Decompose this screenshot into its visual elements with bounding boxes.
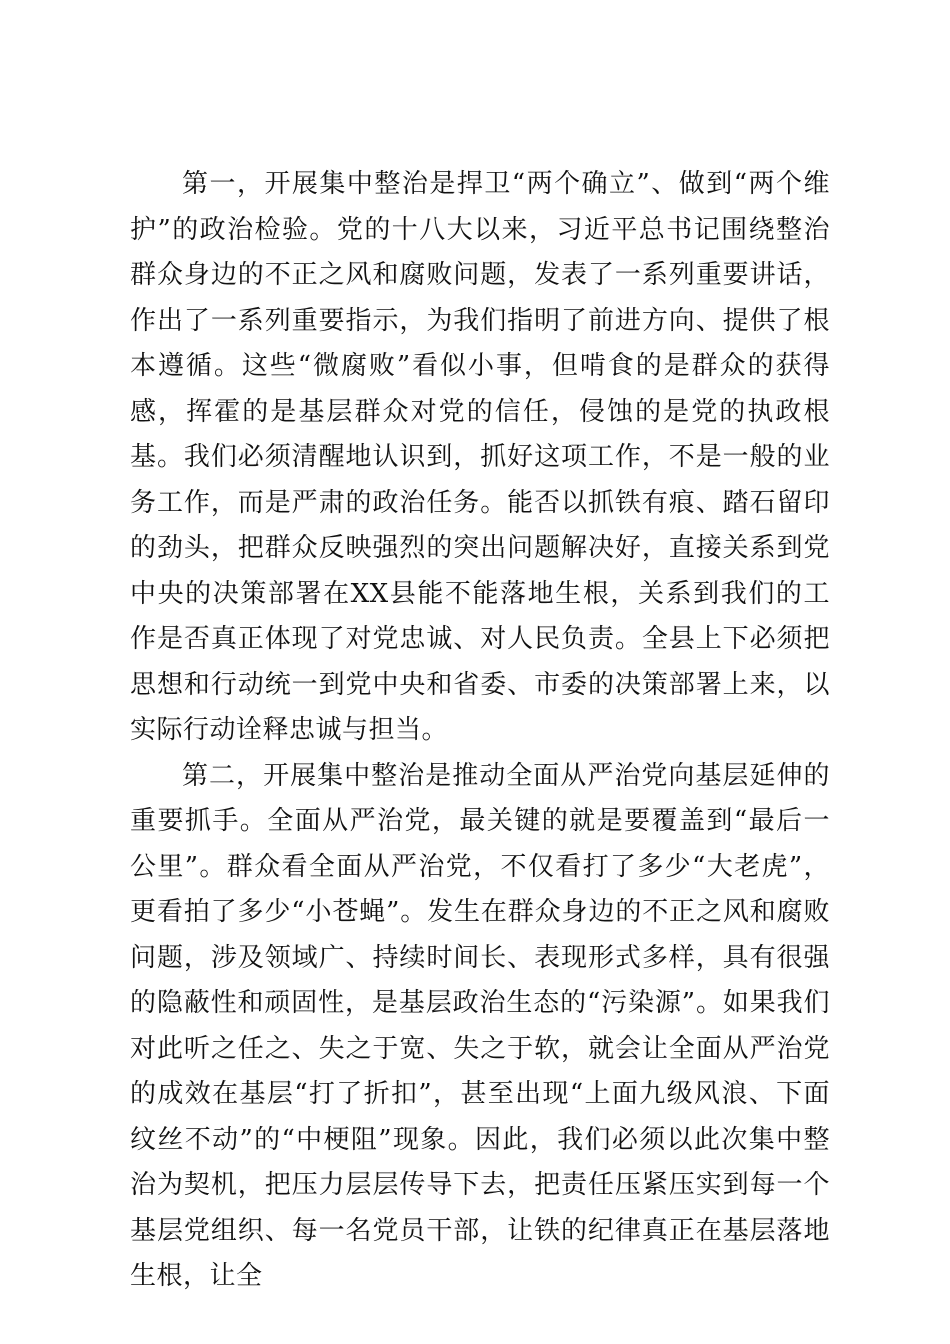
paragraph-first: 第一，开展集中整治是捍卫“两个确立”、做到“两个维护”的政治检验。党的十八大以来，习近平总书记围绕整治群众身边的不正之风和腐败问题，发表了一系列重要讲话，作出了一系列重要指示，为我们指明了前进方向、提供了根本遵循。这些“微腐败”看似小事，但啃食的是群众的获得感，挥霍的是基层群众对党的信任，侵蚀的是党的执政根基。我们必须清醒地认识到，抓好这项工作，不是一般的业务工作，而是严肃的政治任务。能否以抓铁有痕、踏石留印的劲头，把群众反映强烈的突出问题解决好，直接关系到党中央的决策部署在XX县能不能落地生根，关系到我们的工作是否真正体现了对党忠诚、对人民负责。全县上下必须把思想和行动统一到党中央和省委、市委的决策部署上来，以实际行动诠释忠诚与担当。 [130,169,830,745]
paragraph-second: 第二，开展集中整治是推动全面从严治党向基层延伸的重要抓手。全面从严治党，最关键的就是要覆盖到“最后一公里”。群众看全面从严治党，不仅看打了多少“大老虎”，更看拍了多少“小苍蝇”。发生在群众身边的不正之风和腐败问题，涉及领域广、持续时间长、表现形式多样，具有很强的隐蔽性和顽固性，是基层政治生态的“污染源”。如果我们对此听之任之、失之于宽、失之于软，就会让全面从严治党的成效在基层“打了折扣”，甚至出现“上面九级风浪、下面纹丝不动”的“中梗阻”现象。因此，我们必须以此次集中整治为契机，把压力层层传导下去，把责任压紧压实到每一个基层党组织、每一名党员干部，让铁的纪律真正在基层落地生根，让全 [130,760,830,1291]
document-body [130,162,830,1300]
